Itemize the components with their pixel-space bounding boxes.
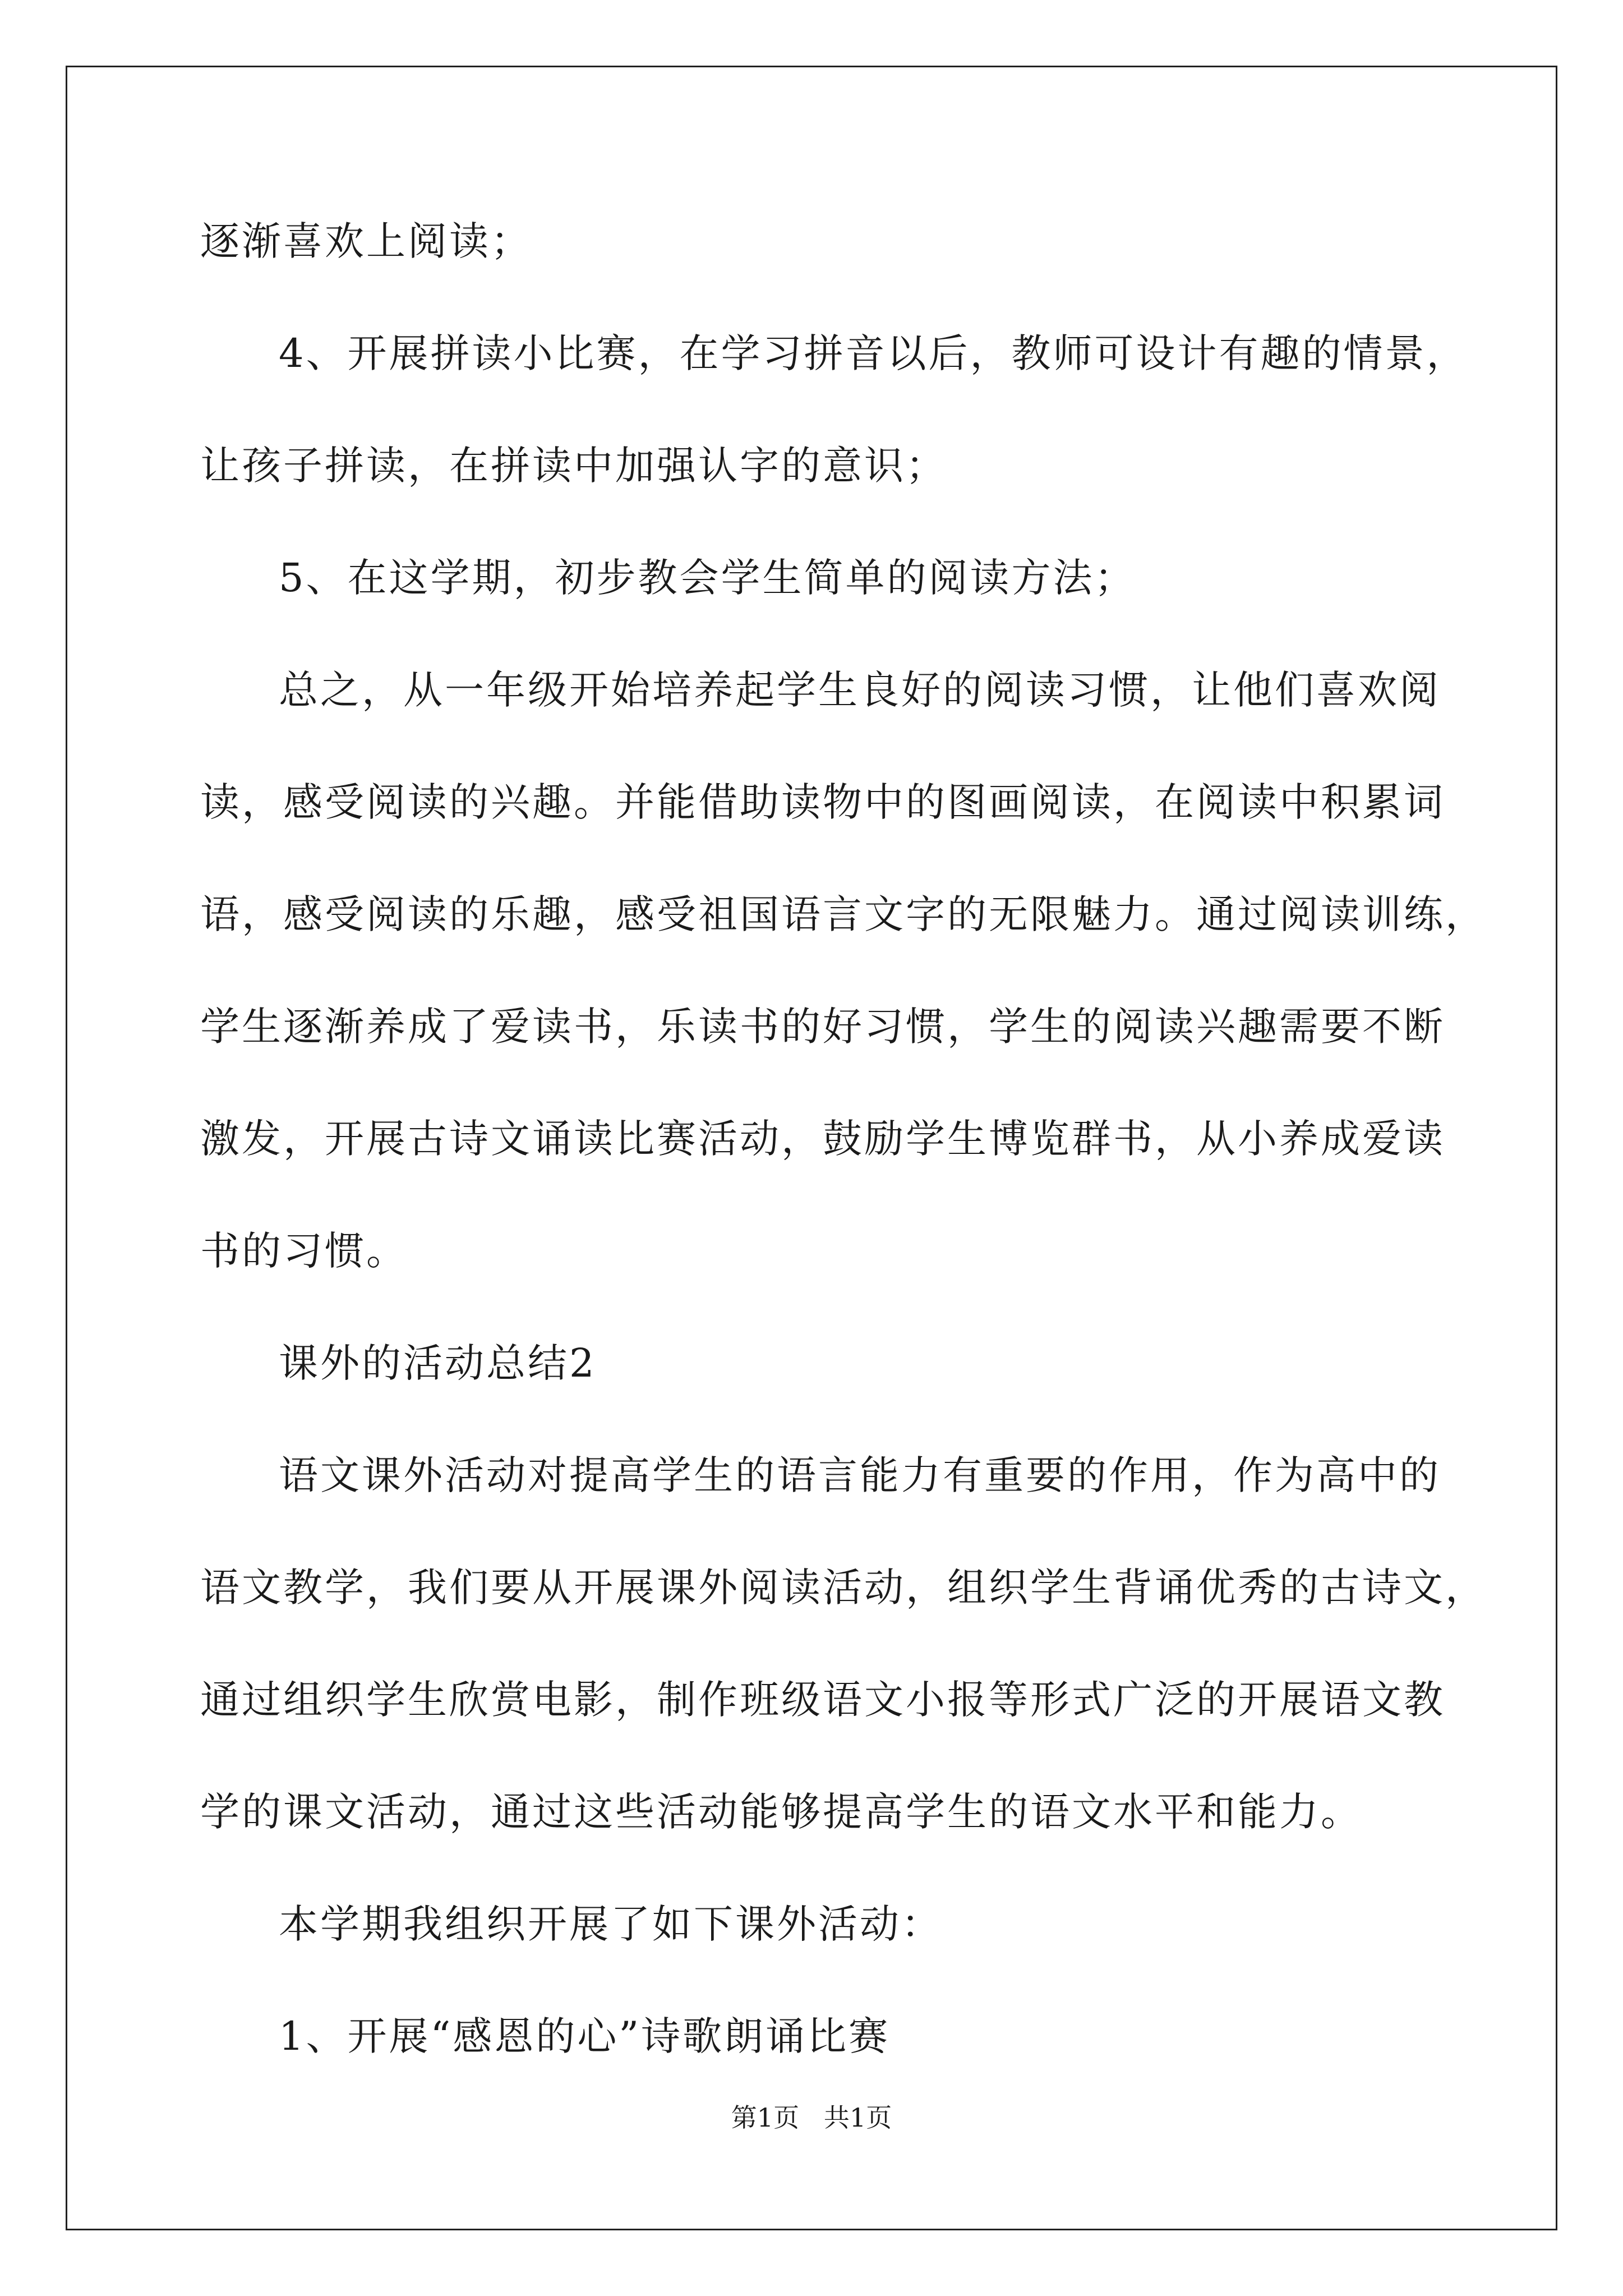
text-line: 激发，开展古诗文诵读比赛活动，鼓励学生博览群书，从小养成爱读 <box>200 1116 1445 1162</box>
text-line: 总之，从一年级开始培养起学生良好的阅读习惯，让他们喜欢阅 <box>279 667 1441 713</box>
text-line: 通过组织学生欣赏电影，制作班级语文小报等形式广泛的开展语文教 <box>200 1677 1445 1723</box>
section-heading: 课外的活动总结2 <box>279 1340 597 1386</box>
text-line: 逐渐喜欢上阅读； <box>200 218 532 264</box>
text-line: 学生逐渐养成了爱读书，乐读书的好习惯，学生的阅读兴趣需要不断 <box>200 1004 1445 1050</box>
text-line: 本学期我组织开展了如下课外活动： <box>279 1901 943 1947</box>
text-line: 读，感受阅读的兴趣。并能借助读物中的图画阅读，在阅读中积累词 <box>200 779 1445 825</box>
text-line: 学的课文活动，通过这些活动能够提高学生的语文水平和能力。 <box>200 1789 1362 1835</box>
text-line: 语文课外活动对提高学生的语言能力有重要的作用，作为高中的 <box>279 1452 1441 1498</box>
text-line: 4、开展拼读小比赛，在学习拼音以后，教师可设计有趣的情景， <box>279 330 1468 376</box>
text-line: 语，感受阅读的乐趣，感受祖国语言文字的无限魅力。通过阅读训练， <box>200 891 1487 937</box>
text-line: 1、开展“感恩的心”诗歌朗诵比赛 <box>279 2013 891 2059</box>
page-number: 第1页 共1页 <box>731 2102 892 2133</box>
text-line: 5、在这学期，初步教会学生简单的阅读方法； <box>279 555 1136 601</box>
text-line: 让孩子拼读，在拼读中加强认字的意识； <box>200 443 947 489</box>
text-line: 书的习惯。 <box>200 1228 408 1274</box>
text-line: 语文教学，我们要从开展课外阅读活动，组织学生背诵优秀的古诗文， <box>200 1565 1487 1611</box>
